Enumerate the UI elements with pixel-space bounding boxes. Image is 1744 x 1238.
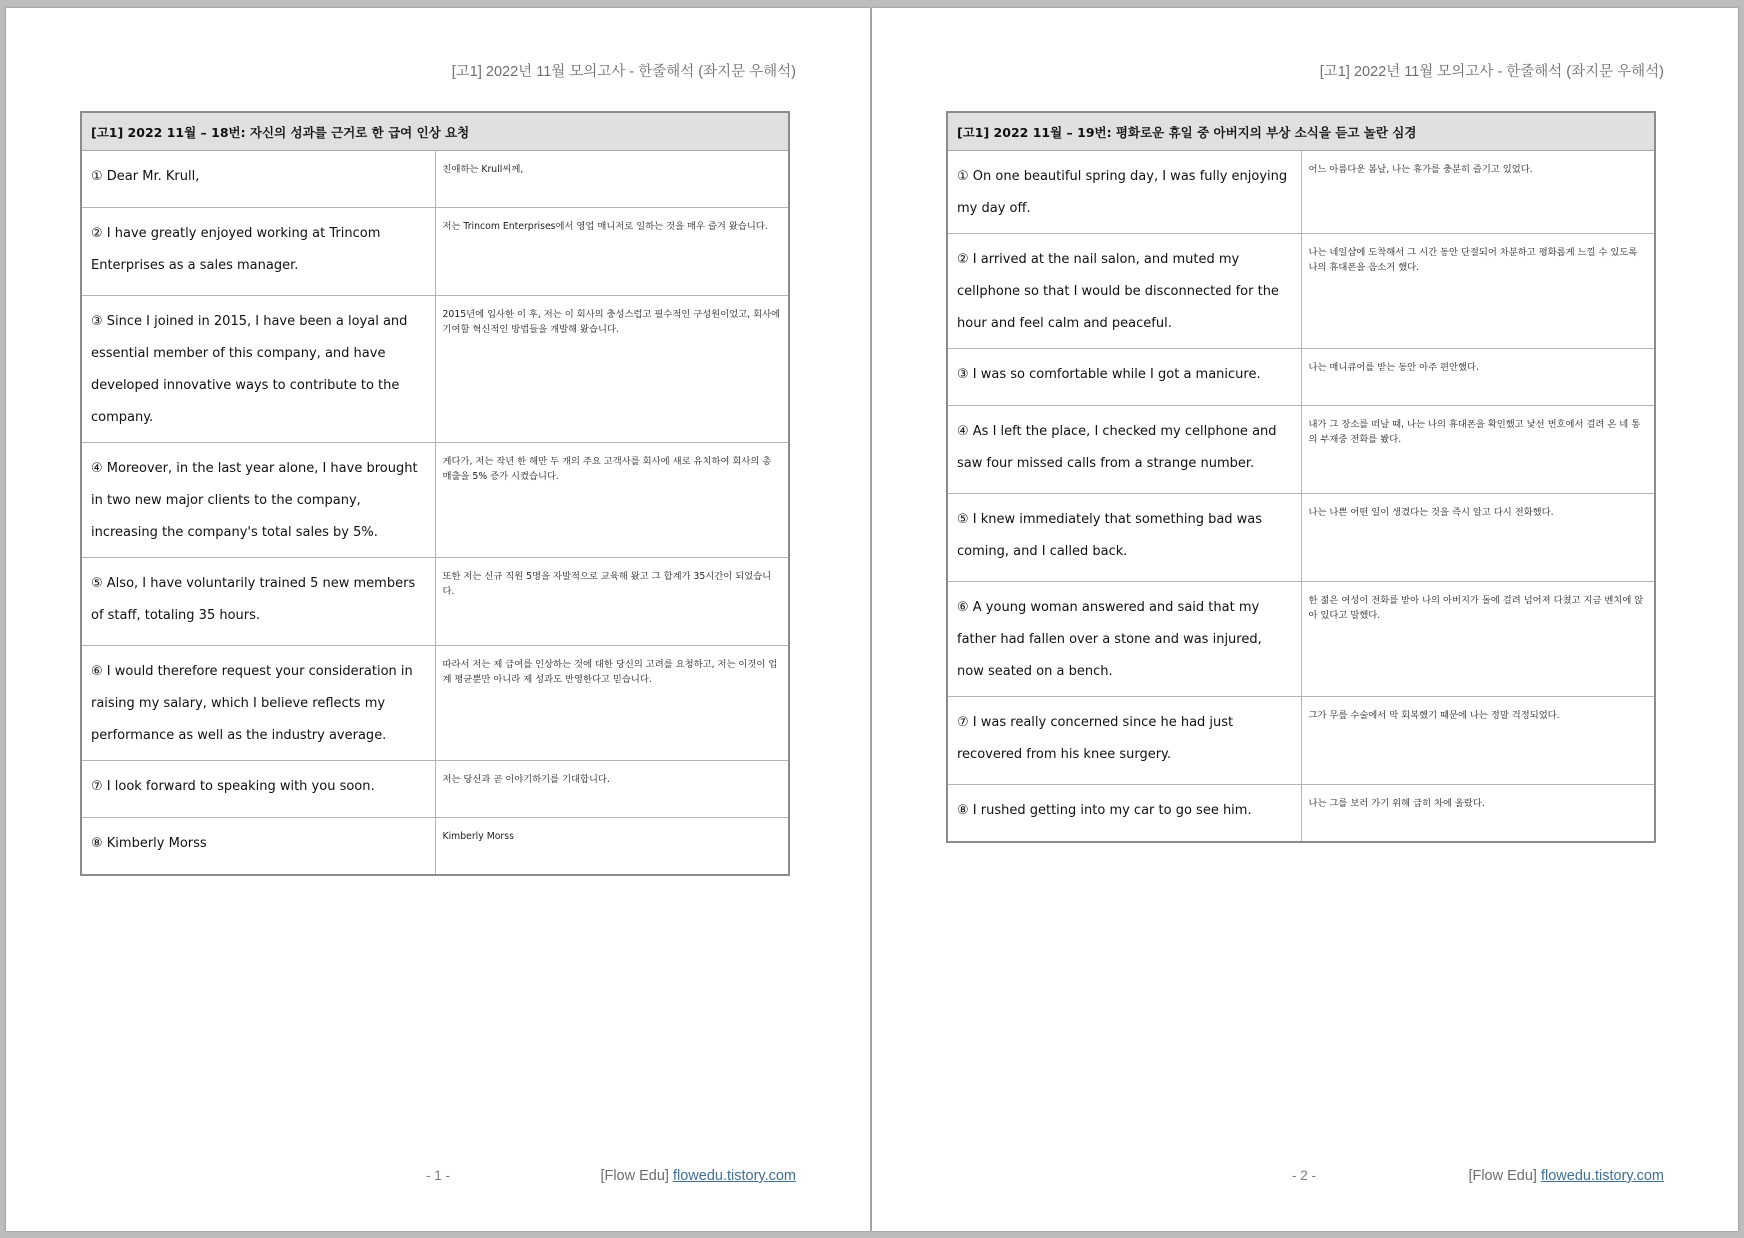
korean-translation: 나는 매니큐어를 받는 동안 아주 편안했다. [1301,349,1655,406]
table-row [947,349,1655,406]
table-row [947,582,1655,697]
table-title: [고1] 2022 11월 – 18번: 자신의 성과를 근거로 한 급여 인상 요청 [81,112,789,151]
footer-site [600,1168,796,1184]
korean-translation: 따라서 저는 제 급여를 인상하는 것에 대한 당신의 고려를 요청하고, 저는 이것이 업계 평균뿐만 아니라 제 성과도 반영한다고 믿습니다. [435,646,789,761]
running-header: [고1] 2022년 11월 모의고사 - 한줄해석 (좌지문 우해석) [1319,64,1664,80]
table-row [81,443,789,558]
english-sentence: ⑦ I was really concerned since he had just recovered from his knee surgery. [947,697,1301,785]
korean-translation: 저는 당신과 곧 이야기하기를 기대합니다. [435,761,789,818]
table-row [81,151,789,208]
table-row [947,406,1655,494]
table-row [81,818,789,875]
korean-translation: 게다가, 저는 작년 한 해만 두 개의 주요 고객사를 회사에 새로 유치하여 회사의 총 매출을 5% 증가 시켰습니다. [435,443,789,558]
korean-translation: 2015년에 입사한 이 후, 저는 이 회사의 충성스럽고 필수적인 구성원이었고, 회사에 기여할 혁신적인 방법들을 개발해 왔습니다. [435,296,789,443]
korean-translation: Kimberly Morss [435,818,789,875]
korean-translation: 한 젊은 여성이 전화를 받아 나의 아버지가 돌에 걸려 넘어져 다쳤고 지금 벤치에 앉아 있다고 말했다. [1301,582,1655,697]
korean-translation: 나는 나쁜 어떤 일이 생겼다는 것을 즉시 알고 다시 전화했다. [1301,494,1655,582]
korean-translation: 그가 무릎 수술에서 막 회복했기 때문에 나는 정말 걱정되었다. [1301,697,1655,785]
english-sentence: ④ Moreover, in the last year alone, I have brought in two new major clients to the company, increasing the company's total sales by 5%. [81,443,435,558]
english-sentence: ⑥ A young woman answered and said that my father had fallen over a stone and was injured, now seated on a bench. [947,582,1301,697]
page-number: - 2 - [1292,1168,1317,1183]
table-row [81,646,789,761]
english-sentence: ② I arrived at the nail salon, and muted my cellphone so that I would be disconnected for the hour and feel calm and peaceful. [947,234,1301,349]
footer-link[interactable]: flowedu.tistory.com [672,1168,796,1184]
english-sentence: ⑥ I would therefore request your consideration in raising my salary, which I believe reflects my performance as well as the industry average. [81,646,435,761]
english-sentence: ⑧ Kimberly Morss [81,818,435,875]
table-row [81,761,789,818]
table-row [947,234,1655,349]
translation-table [80,111,790,876]
page-2 [872,8,1738,1231]
table-row [947,785,1655,842]
footer-site [1468,1168,1664,1184]
english-sentence: ③ I was so comfortable while I got a manicure. [947,349,1301,406]
table-row [81,208,789,296]
korean-translation: 친애하는 Krull씨께, [435,151,789,208]
korean-translation: 나는 네일샵에 도착해서 그 시간 동안 단절되어 차분하고 평화롭게 느낄 수 있도록 나의 휴대폰을 음소거 했다. [1301,234,1655,349]
english-sentence: ⑦ I look forward to speaking with you soon. [81,761,435,818]
table-title: [고1] 2022 11월 – 19번: 평화로운 휴일 중 아버지의 부상 소식을 듣고 놀란 심경 [947,112,1655,151]
english-sentence: ⑤ I knew immediately that something bad was coming, and I called back. [947,494,1301,582]
korean-translation: 내가 그 장소를 떠날 때, 나는 나의 휴대폰을 확인했고 낯선 번호에서 걸려 온 네 통의 부재중 전화를 봤다. [1301,406,1655,494]
korean-translation: 또한 저는 신규 직원 5명을 자발적으로 교육해 왔고 그 합계가 35시간이 되었습니다. [435,558,789,646]
footer-brand: [Flow Edu] [1468,1168,1537,1184]
english-sentence: ① On one beautiful spring day, I was fully enjoying my day off. [947,151,1301,234]
translation-table [946,111,1656,843]
table-row [947,494,1655,582]
table-row [81,558,789,646]
table-row [81,296,789,443]
running-header: [고1] 2022년 11월 모의고사 - 한줄해석 (좌지문 우해석) [451,64,796,80]
page-1 [6,8,870,1231]
footer-link[interactable]: flowedu.tistory.com [1540,1168,1664,1184]
footer-brand: [Flow Edu] [600,1168,669,1184]
table-row [947,151,1655,234]
english-sentence: ① Dear Mr. Krull, [81,151,435,208]
korean-translation: 어느 아름다운 봄날, 나는 휴가를 충분히 즐기고 있었다. [1301,151,1655,234]
english-sentence: ⑧ I rushed getting into my car to go see him. [947,785,1301,842]
korean-translation: 나는 그를 보러 가기 위해 급히 차에 올랐다. [1301,785,1655,842]
english-sentence: ② I have greatly enjoyed working at Trincom Enterprises as a sales manager. [81,208,435,296]
english-sentence: ⑤ Also, I have voluntarily trained 5 new members of staff, totaling 35 hours. [81,558,435,646]
english-sentence: ③ Since I joined in 2015, I have been a loyal and essential member of this company, and have developed innovative ways to contribute to the company. [81,296,435,443]
table-row [947,697,1655,785]
english-sentence: ④ As I left the place, I checked my cellphone and saw four missed calls from a strange number. [947,406,1301,494]
korean-translation: 저는 Trincom Enterprises에서 영업 매니저로 일하는 것을 매우 즐겨 왔습니다. [435,208,789,296]
page-number: - 1 - [426,1168,451,1183]
